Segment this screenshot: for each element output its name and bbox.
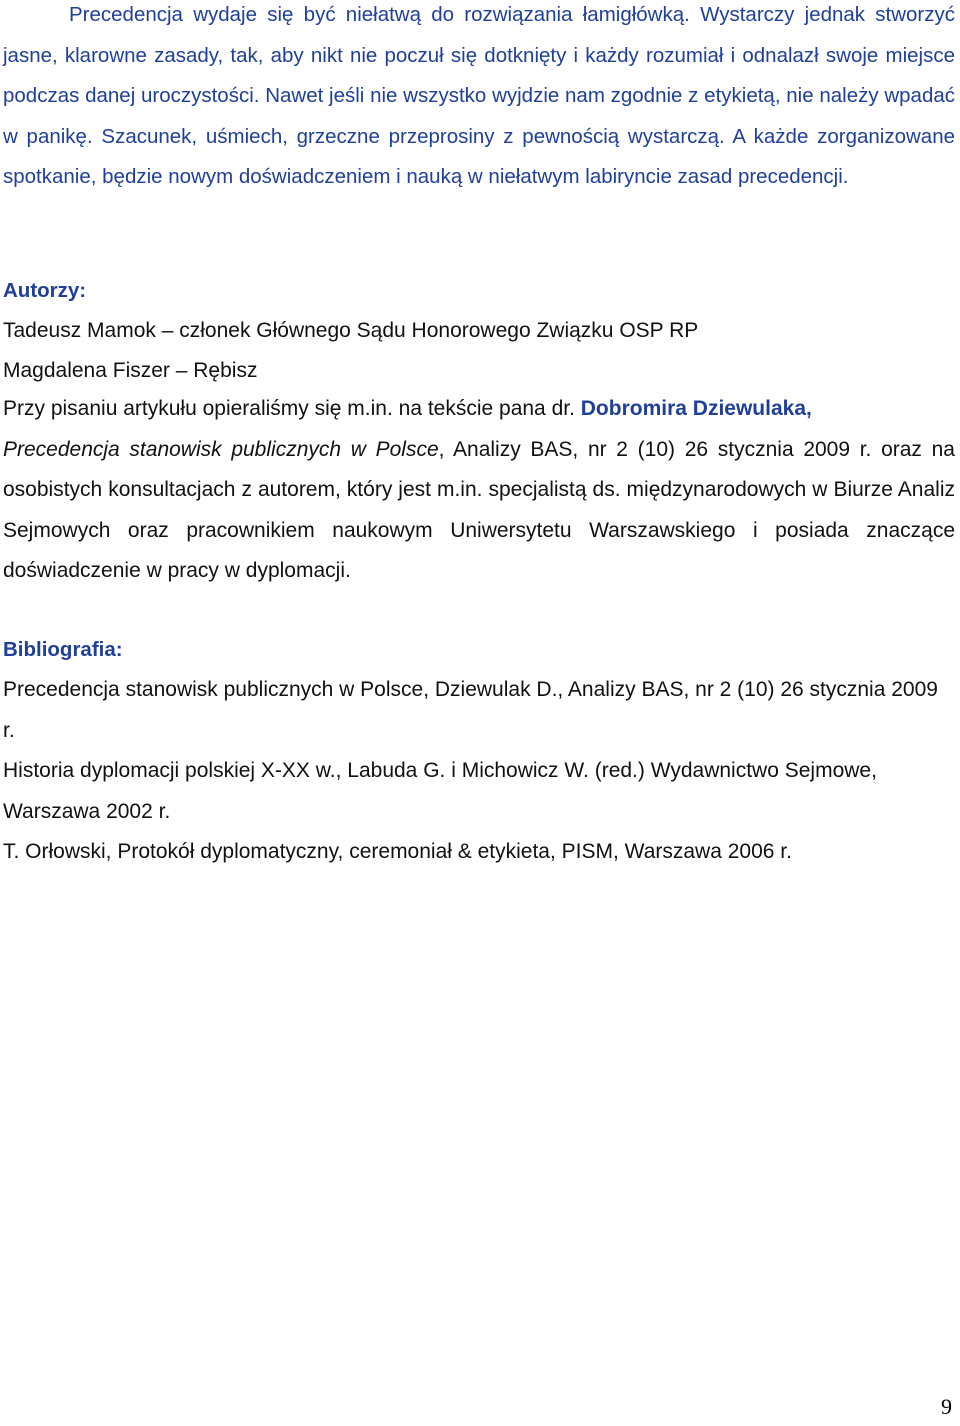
authors-note-bold: Dobromira Dziewulaka, — [580, 397, 812, 420]
intro-paragraph: Precedencja wydaje się być niełatwą do rozwiązania łamigłówką. Wystarczy jednak stworzyć jasne, klarowne zasady, tak, aby nikt nie poczuł się dotknięty i każdy rozumiał i odnalazł swoje miejsce podczas danej uroczystości. Nawet jeśli nie wszystko wyjdzie nam zgodnie z etykietą, nie należy wpadać w panikę. Szacunek, uśmiech, grzeczne przeprosiny z pewnością wystarczą. A każde zorganizowane spotkanie, będzie nowym doświadczeniem i nauką w niełatwym labiryncie zasad precedencji. — [3, 3, 955, 188]
bibliography-entry-3: T. Orłowski, Protokół dyplomatyczny, ceremoniał & etykieta, PISM, Warszawa 2006 r. — [3, 840, 792, 863]
bibliography-entry-2: Historia dyplomacji polskiej X-XX w., Labuda G. i Michowicz W. (red.) Wydawnictwo Sejmowe, Warszawa 2002 r. — [3, 759, 877, 823]
authors-heading: Autorzy: — [3, 279, 87, 302]
page-number: 9 — [941, 1394, 952, 1419]
bibliography-entry-1: Precedencja stanowisk publicznych w Polsce, Dziewulak D., Analizy BAS, nr 2 (10) 26 stycznia 2009 r. — [3, 678, 938, 742]
authors-note-part1: Przy pisaniu artykułu opieraliśmy się m.in. na tekście pana dr. — [3, 397, 581, 420]
author-2: Magdalena Fiszer – Rębisz — [3, 359, 258, 382]
bibliography-heading: Bibliografia: — [3, 638, 123, 661]
author-1: Tadeusz Mamok – członek Głównego Sądu Honorowego Związku OSP RP — [3, 319, 699, 342]
authors-note-italic: Precedencja stanowisk publicznych w Polsce — [3, 437, 439, 461]
authors-note — [3, 389, 955, 592]
authors-note-part2: , Analizy BAS, nr 2 (10) 26 stycznia 2009 r. oraz na osobistych konsultacjach z autorem, który jest m.in. specjalistą ds. międzynarodowych w Biurze Analiz Sejmowych oraz pracownikiem naukowym Uniwersytetu Warszawskiego i posiada znaczące doświadczenie w pracy w dyplomacji. — [3, 437, 955, 582]
